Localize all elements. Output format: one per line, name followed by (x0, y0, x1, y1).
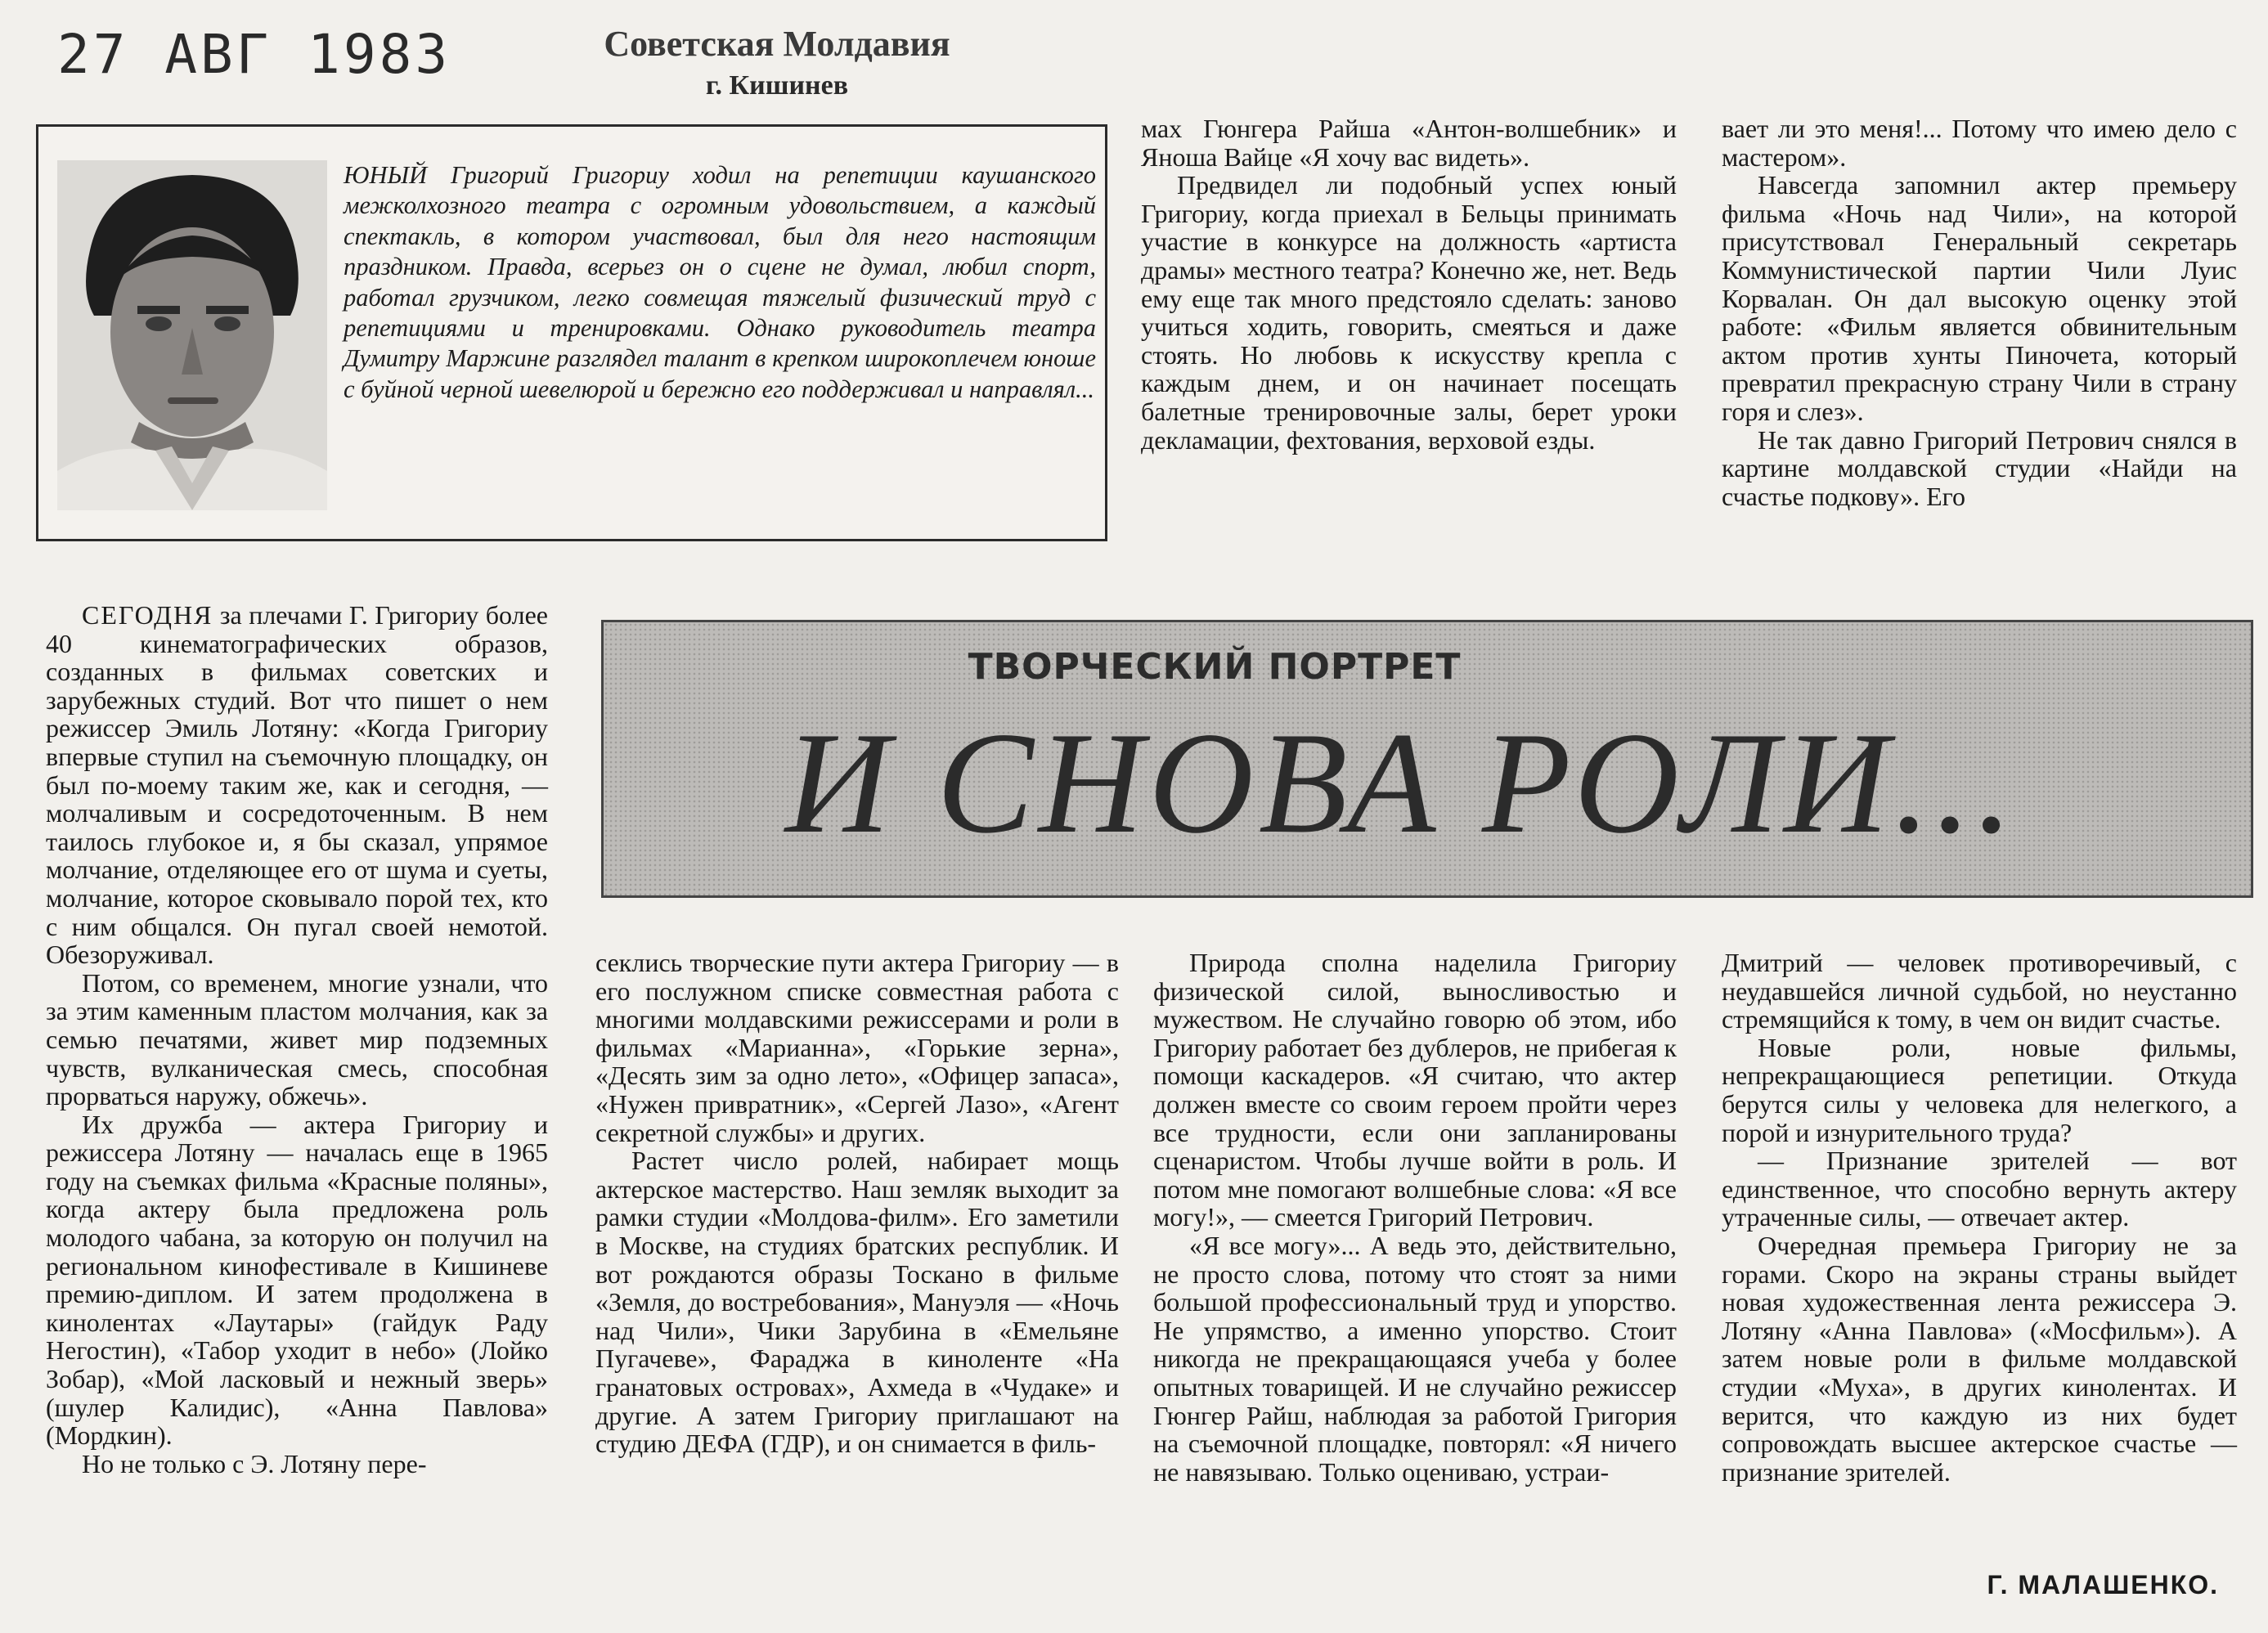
lead-word: СЕГОДНЯ (82, 600, 213, 630)
column-3 (1153, 949, 1677, 1486)
paragraph: Дмитрий — человек противоречивый, с неудавшейся личной судьбой, но неустанно стремящийся к тому, в чем он видит счастье. (1722, 948, 2237, 1034)
paragraph: Но не только с Э. Лотяну пере- (82, 1448, 427, 1478)
rubric-kicker: ТВОРЧЕСКИЙ ПОРТРЕТ (968, 646, 1462, 688)
paragraph: секлись творческие пути актера Григориу — в его послужном списке совместная работа с многими молдавскими режиссерами и роли в фильмах «Марианна», «Горькие зерна», «Десять зим за одно лето», «Офицер запаса», «Нужен привратник», «Сергей Лазо», «Агент секретной службы» и других. (595, 948, 1119, 1147)
paragraph: Природа сполна наделила Григориу физической силой, выносливостью и мужеством. Не случайно говорю об этом, ибо Григориу работает без дублеров, не прибегая к помощи каскадеров. «Я считаю, что актер должен вместе со своим героем пройти через все трудности, если они запланированы сценаристом. Чтобы лучше войти в роль. И потом мне помогают волшебные слова: «Я все могу!», — смеется Григорий Петрович. (1153, 948, 1677, 1232)
paragraph: Не так давно Григорий Петрович снялся в картине молдавской студии «Найди на счастье подкову». Его (1722, 424, 2237, 511)
paragraph: мах Гюнгера Райша «Антон-волшебник» и Яноша Вайце «Я хочу вас видеть». (1141, 114, 1677, 172)
paragraph: — Признание зрителей — вот единственное, что способно вернуть актеру утраченные силы, — отвечает актер. (1722, 1146, 2237, 1232)
top-column-3 (1722, 114, 2237, 510)
portrait-icon (57, 160, 327, 510)
top-column-2 (1141, 114, 1677, 454)
author-signature: Г. МАЛАШЕНКО. (1987, 1570, 2219, 1599)
column-1 (46, 601, 548, 1478)
paragraph-text: за плечами Г. Григориу более 40 кинематографических образов, созданных в фильмах советских и зарубежных студий. Вот что пишет о нем режиссер Эмиль Лотяну: «Когда Григориу впервые ступил на съемочную площадку, он был по-моему таким же, как и сегодня, — молчаливым и сосредоточенным. В нем таилось глубокое и, я бы сказал, упрямое молчание, отделяющее его от шума и суеты, молчание, которое сковывало порой тех, кто с ним общался. Он пугал своей немотой. Обезоруживал. (46, 600, 548, 970)
paragraph: «Я все могу»... А ведь это, действительно, не просто слова, потому что стоят за ними большой профессиональный труд и упорство. Не упрямство, а именно упорство. Стоит никогда не прекращающаяся учеба у более опытных товарищей. И не случайно режиссер Гюнгер Райш, наблюдая за работой Григория на съемочной площадке, повторял: «Я ничего не навязываю. Только оцениваю, устраи- (1153, 1230, 1677, 1487)
intro-text: ЮНЫЙ Григорий Григориу ходил на репетиции каушанского межколхозного театра с огромным удовольствием, а каждый спектакль, в котором участвовал, был для него настоящим праздником. Правда, всерьез он о сцене не думал, любил спорт, работал грузчиком, легко совмещая тяжелый физический труд с репетициями и тренировками. Однако руководитель театра Думитру Маржине разглядел талант в крепком широкоплечем юноше с буйной черной шевелюрой и бережно его поддерживал и направлял... (344, 161, 1096, 403)
paragraph: Навсегда запомнил актер премьеру фильма «Ночь над Чили», на которой присутствовал Генеральный секретарь Коммунистической партии Чили Луис Корвалан. Он дал высокую оценку этой работе: «Фильм является обвинительным актом против хунты Пиночета, который превратил прекрасную страну Чили в страну горя и слез». (1722, 170, 2237, 426)
article-headline: И СНОВА РОЛИ... (785, 702, 2019, 864)
paragraph: Их дружба — актера Григориу и режиссера Лотяну — началась еще в 1965 году на съемках фильма «Красные поляны», когда актеру была предложена роль молодого чабана, за которую он получил на региональном кинофестивале в Кишиневе премию-диплом. И затем продолжена в кинолентах «Лаутары» (гайдук Раду Негостин), «Табор уходит в небо» (Лойко Зобар), «Мой ласковый и нежный зверь» (шулер Калидис), «Анна Павлова» (Мордкин). (46, 1109, 548, 1451)
newspaper-city: г. Кишинев (705, 70, 849, 101)
paragraph (46, 601, 548, 969)
date-stamp: 27 АВГ 1983 (57, 23, 451, 86)
paragraph: Предвидел ли подобный успех юный Григориу, когда приехал в Бельцы принимать участие в конкурсе на должность «артиста драмы» местного театра? Конечно же, нет. Ведь ему еще так много предстояло сделать: заново учиться ходить, говорить, смеяться и даже стоять. Но любовь к искусству крепла с каждым днем, и он начинает посещать балетные тренировочные залы, берет уроки декламации, фехтования, верховой езды. (1141, 170, 1677, 455)
column-4 (1722, 949, 2237, 1486)
paragraph: Растет число ролей, набирает мощь актерское мастерство. Наш земляк выходит за рамки студии «Молдова-филм». Его заметили в Москве, на студиях братских республик. И вот рождаются образы Тоскано в фильме «Земля, до востребования», Мануэля — «Ночь над Чили», Чики Зарубина в «Емельяне Пугачеве», Фараджа в киноленте «На гранатовых островах», Ахмеда в «Чудаке» и другие. А затем Григориу приглашают на студию ДЕФА (ГДР), и он снимается в филь- (595, 1146, 1119, 1459)
newspaper-name: Советская Молдавия (604, 24, 950, 64)
portrait-photo (57, 160, 327, 510)
paragraph: вает ли это меня!... Потому что имею дело с мастером». (1722, 114, 2237, 172)
paragraph: Очередная премьера Григориу не за горами. Скоро на экраны страны выйдет новая художественная лента режиссера Э. Лотяну «Анна Павлова» («Мосфильм»). А затем новые роли в фильме молдавской студии «Муха», в других кинолентах. И верится, что каждую из них будет сопровождать высшее актерское счастье — признание зрителей. (1722, 1230, 2237, 1487)
column-2 (595, 949, 1119, 1458)
paragraph: Новые роли, новые фильмы, непрекращающиеся репетиции. Откуда берутся силы у человека для нелегкого, а порой и изнурительного труда? (1722, 1032, 2237, 1147)
paragraph: Потом, со временем, многие узнали, что за этим каменным пластом молчания, как за семью печатями, живет мир подземных чувств, вулканическая смесь, способная прорваться наружу, обжечь». (46, 967, 548, 1111)
